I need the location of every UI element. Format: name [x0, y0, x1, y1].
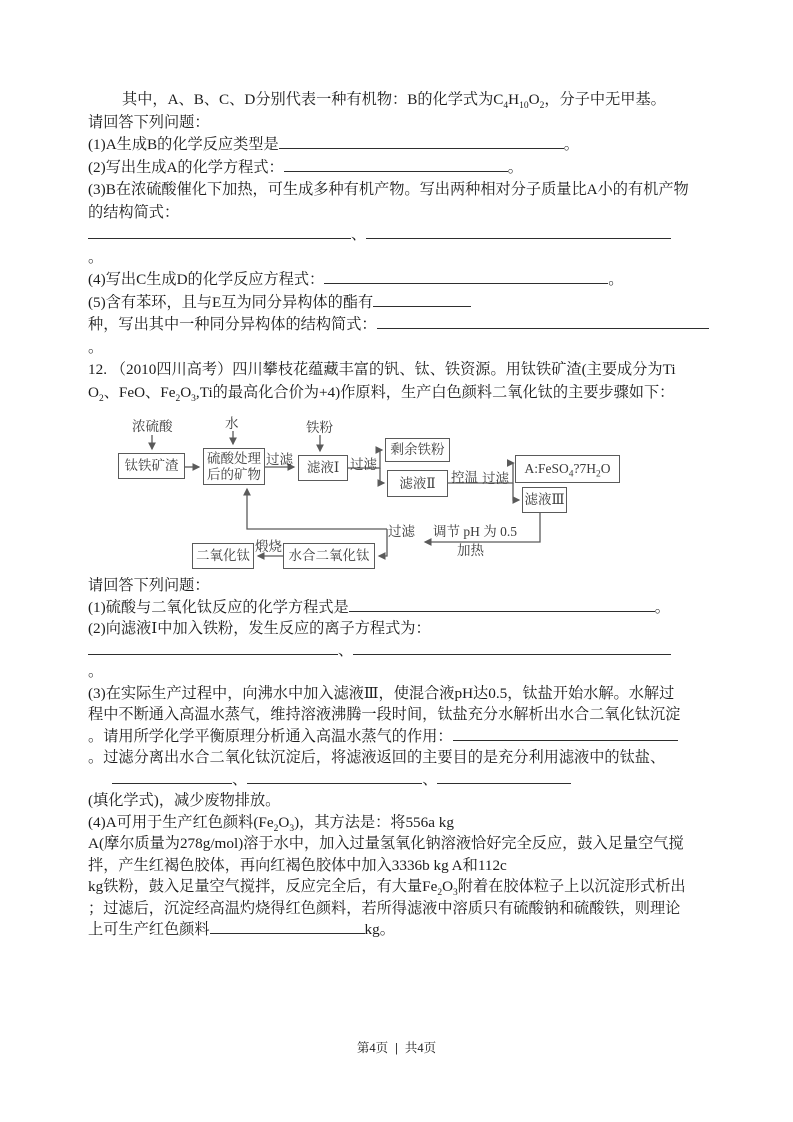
text-line: 程中不断通入高温水蒸气，维持溶液沸腾一段时间，钛盐充分水解析出水合二氧化钛沉淀 [88, 706, 681, 723]
answer-blank [284, 158, 508, 172]
answer-blank [324, 270, 608, 284]
text-line: (3)在实际生产过程中，向沸水中加入滤液Ⅲ，使混合液pH达0.5，钛盐开始水解。水解过 [88, 684, 675, 702]
text-line: 、 [88, 640, 708, 662]
text-line: 请回答下列问题： [88, 113, 210, 131]
text-line: 。 [88, 663, 104, 680]
answer-blank [349, 598, 655, 612]
flow-label-heat: 加热 [457, 543, 484, 558]
answer-blank [247, 770, 422, 784]
flow-label-iron-powder: 铁粉 [306, 420, 333, 435]
flow-box-hydrated-titanium-dioxide: 水合二氧化钛 [283, 543, 375, 569]
text-line: $O_2$、FeO、$Fe_2O_3,Ti$的最高化合价为+4)作原料，生产白色颜料二氧化钛的主要步骤如下： [88, 383, 675, 404]
answer-blank [353, 641, 671, 655]
flow-label-conc-sulfuric-acid: 浓硫酸 [132, 419, 173, 434]
text-line: 。 [88, 248, 104, 266]
text-line: (1)A生成B的化学反应类型是 。 [88, 136, 579, 153]
text-line: (2)写出生成A的化学方程式： 。 [88, 158, 523, 176]
flow-label-filter-1: 过滤 [266, 452, 293, 467]
text-line: (2)向滤液Ⅰ中加入铁粉，发生反应的离子方程式为： [88, 620, 431, 637]
answer-blank [88, 225, 351, 239]
flow-box-acid-treated-mineral: 硫酸处理 后的矿物 [203, 448, 265, 485]
text-line: 拌，产生红褐色胶体，再向红褐色胶体中加入3336b kg A和112c [88, 856, 507, 874]
footer-separator: | [395, 1041, 398, 1055]
flow-box-filtrate-1: 滤液Ⅰ [298, 455, 348, 481]
footer-page-number: 第4页 [356, 1041, 389, 1055]
answer-blank [437, 770, 571, 784]
footer-page-total: 共4页 [404, 1041, 437, 1055]
text-line: 种，写出其中一种同分异构体的结构简式： [88, 314, 708, 337]
answer-blank [377, 315, 709, 329]
answer-blank [88, 641, 338, 655]
flow-label-water: 水 [225, 416, 239, 431]
flow-box-leftover-iron-powder: 剩余铁粉 [385, 438, 450, 462]
text-line: (3)B在浓硫酸催化下加热，可生成多种有机产物。写出两种相对分子质量比A小的有机产物 [88, 181, 689, 198]
flow-label-filter-3: 过滤 [482, 471, 509, 486]
process-flowchart [85, 415, 650, 577]
text-line: 。请用所学化学平衡原理分析通入高温水蒸气的作用： [88, 726, 708, 748]
text-line: (1)硫酸与二氧化钛反应的化学方程式是 。 [88, 598, 670, 616]
flow-box-filtrate-3: 滤液Ⅲ [522, 487, 567, 513]
text-line: 的结构简式： [88, 203, 180, 221]
flow-box-feso4-product: $A:FeSO_4?7H_2O$ [515, 455, 620, 483]
text-line: A(摩尔质量为278g/mol)溶于水中，加入过量氢氧化钠溶液恰好完全反应，鼓入足量空气搅 [88, 835, 684, 852]
text-line: 。过滤分离出水合二氧化钛沉淀后，将滤液返回的主要目的是充分利用滤液中的钛盐、 [88, 749, 666, 766]
text-line: 。 [88, 338, 104, 356]
text-line: 、 、 [88, 769, 708, 791]
flow-box-titanium-dioxide: 二氧化钛 [192, 543, 254, 569]
text-line: 其中，A、B、C、D分别代表一种有机物：B的化学式为$C_4H_{10}O_2$，分子中无甲基。 [122, 91, 666, 112]
flow-box-ilmenite-slag: 钛铁矿渣 [118, 453, 185, 479]
text-line: 请回答下列问题： [88, 577, 210, 594]
answer-blank [279, 135, 564, 149]
text-line: 12. （2010四川高考）四川攀枝花蕴藏丰富的钒、钛、铁资源。用钛铁矿渣(主要成分为Ti [88, 361, 676, 378]
flow-label-calcine: 煅烧 [255, 539, 282, 554]
text-line: (填化学式)，减少废物排放。 [88, 792, 281, 809]
question-11-block [88, 89, 708, 404]
text-line: (4)写出C生成D的化学反应方程式： 。 [88, 271, 624, 288]
flow-box-filtrate-2: 滤液Ⅱ [387, 470, 448, 497]
answer-blank [366, 225, 671, 239]
flow-label-filter-2: 过滤 [350, 457, 377, 472]
text-line: kg铁粉，鼓入足量空气搅拌，反应完全后，有大量$Fe_2O_3$附着在胶体粒子上以沉淀形式析出 [88, 878, 686, 899]
text-line: (4)A可用于生产红色颜料$(Fe_2O_3)$，其方法是：将556a kg [88, 813, 454, 834]
text-line: ；过滤后，沉淀经高温灼烧得红色颜料，若所得滤液中溶质只有硫酸钠和硫酸铁，则理论 [88, 899, 681, 917]
flow-label-adjust-ph: 调节 pH 为 0.5 [433, 524, 517, 539]
text-line: (5)含有苯环，且与E互为同分异构体的酯有 [88, 292, 708, 315]
answer-blank [112, 770, 232, 784]
flow-label-temp-control: 控温 [451, 470, 478, 485]
text-line: 、 [88, 224, 708, 247]
answer-blank [453, 727, 678, 741]
text-line: 上可生产红色颜料 kg。 [88, 921, 395, 938]
answer-blank [373, 293, 471, 307]
flow-label-filter-4: 过滤 [388, 524, 415, 539]
page-footer [0, 1038, 793, 1056]
question-12-block [88, 575, 708, 941]
answer-blank [210, 920, 365, 934]
